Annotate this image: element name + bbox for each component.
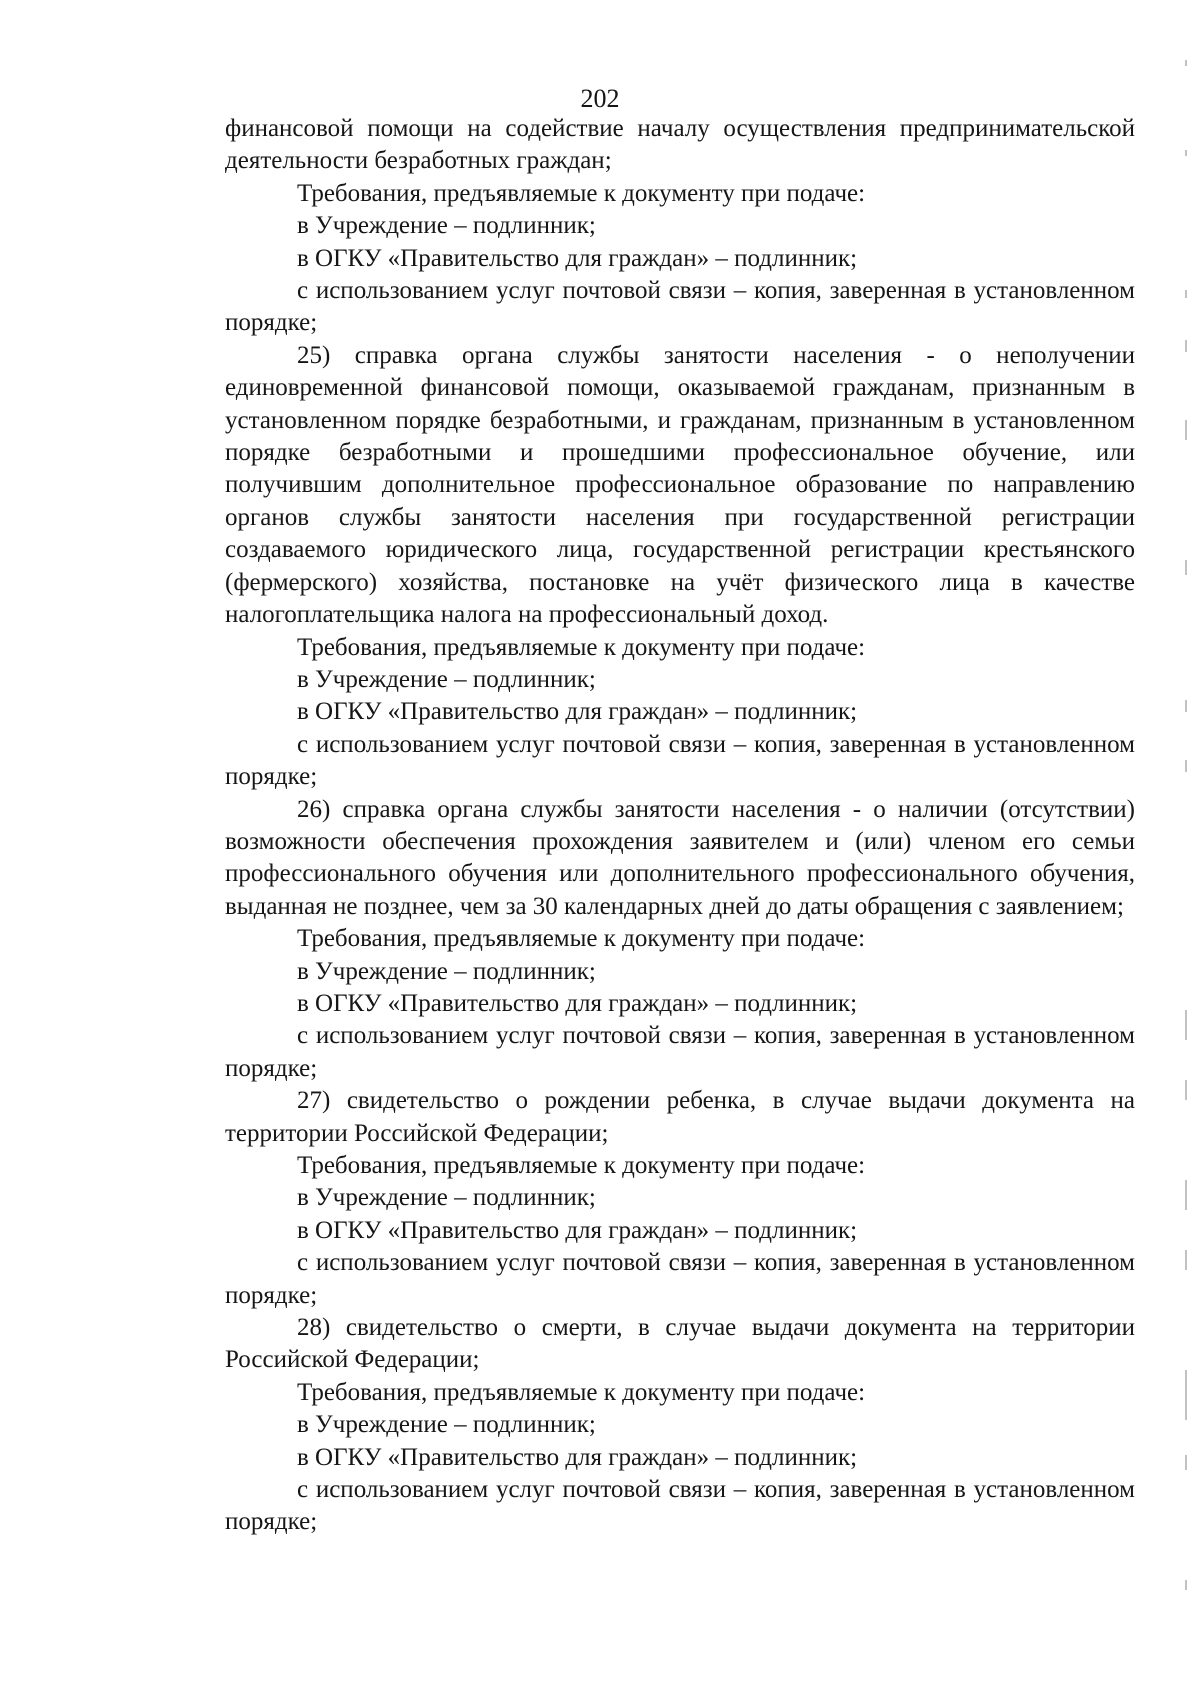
paragraph: Требования, предъявляемые к документу при подаче:: [297, 633, 866, 661]
paragraph: в ОГКУ «Правительство для граждан» – подлинник;: [297, 698, 858, 726]
paragraph: 27) свидетельство о рождении ребенка, в случае выдачи документа на территории Российской Федерации;: [225, 1087, 1135, 1147]
paragraph: финансовой помощи на содействие началу осуществления предпринимательской деятельности безработных граждан;: [225, 115, 1135, 175]
paragraph: в Учреждение – подлинник;: [297, 957, 596, 985]
paragraph: в ОГКУ «Правительство для граждан» – подлинник;: [297, 244, 858, 272]
paragraph: Требования, предъявляемые к документу при подаче:: [297, 1152, 866, 1179]
paragraph: с использованием услуг почтовой связи – копия, заверенная в установленном порядке;: [225, 1022, 1135, 1082]
paragraph: с использованием услуг почтовой связи – копия, заверенная в установленном порядке;: [225, 1476, 1135, 1536]
paragraph: в ОГКУ «Правительство для граждан» – подлинник;: [297, 1443, 858, 1471]
paragraph: в ОГКУ «Правительство для граждан» – подлинник;: [297, 1216, 858, 1244]
paragraph: с использованием услуг почтовой связи – копия, заверенная в установленном порядке;: [225, 730, 1135, 791]
paragraph: Требования, предъявляемые к документу при подаче:: [297, 1378, 866, 1406]
paragraph: в Учреждение – подлинник;: [297, 665, 596, 693]
paragraph: в Учреждение – подлинник;: [297, 1411, 596, 1439]
paragraph: с использованием услуг почтовой связи – копия, заверенная в установленном порядке;: [225, 1249, 1135, 1309]
paragraph: 26) справка органа службы занятости населения - о наличии (отсутствии) возможности обеспечения прохождения заявителем и (или) членом его семьи профессионального обучения или дополнительного профессионального обучения, выданная не позднее, чем за 30 календарных дней до даты обращения с заявлением;: [225, 795, 1135, 920]
paragraph: 28) свидетельство о смерти, в случае выдачи документа на территории Российской Федерации;: [225, 1314, 1135, 1374]
document-body: [225, 113, 1135, 1539]
scan-edge-marks: [1170, 0, 1200, 1690]
paragraph: Требования, предъявляемые к документу при подаче:: [297, 925, 866, 953]
page-number: 202: [580, 84, 620, 113]
paragraph: в ОГКУ «Правительство для граждан» – подлинник;: [297, 989, 858, 1017]
paragraph: Требования, предъявляемые к документу при подаче:: [297, 179, 866, 207]
paragraph: в Учреждение – подлинник;: [297, 1184, 596, 1212]
paragraph: с использованием услуг почтовой связи – копия, заверенная в установленном порядке;: [225, 277, 1135, 337]
paragraph: в Учреждение – подлинник;: [297, 212, 596, 240]
paragraph: 25) справка органа службы занятости населения - о неполучении единовременной финансовой помощи, оказываемой гражданам, признанным в установленном порядке безработными, и гражданам, признанным в установленном порядке безработными и прошедшими профессиональное обучение, или получившим дополнительное профессиональное образование по направлению органов службы занятости населения при государственной регистрации создаваемого юридического лица, государственной регистрации крестьянского (фермерского) хозяйства, постановке на учёт физического лица в качестве налогоплательщика налога на профессиональный доход.: [225, 341, 1135, 629]
